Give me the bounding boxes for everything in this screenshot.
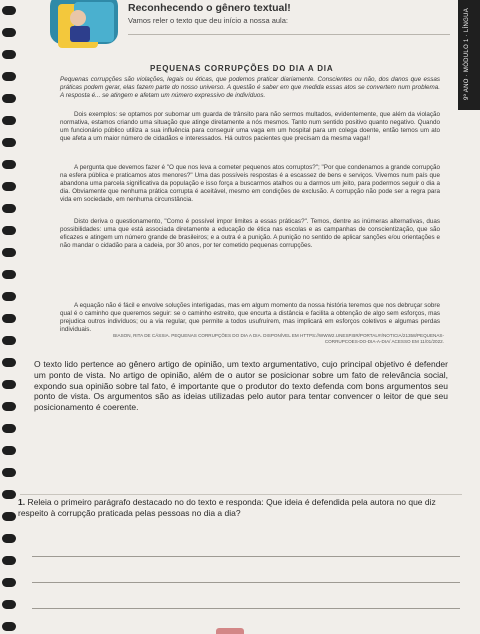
article-title: PEQUENAS CORRUPÇÕES DO DIA A DIA xyxy=(150,64,334,73)
module-side-tab xyxy=(458,0,480,110)
answer-line[interactable] xyxy=(32,556,460,557)
section-title: Reconhecendo o gênero textual! xyxy=(128,2,291,14)
section-instruction: Vamos reler o texto que deu início a nossa aula: xyxy=(128,16,288,25)
spiral-ring xyxy=(2,204,16,213)
spiral-ring xyxy=(2,512,16,521)
page-marker xyxy=(216,628,244,634)
spiral-ring xyxy=(2,248,16,257)
spiral-ring xyxy=(2,116,16,125)
spiral-ring xyxy=(2,424,16,433)
spiral-ring xyxy=(2,336,16,345)
spiral-ring xyxy=(2,28,16,37)
article-paragraph-1: Dois exemplos: se optamos por subornar um guarda de trânsito para não sermos multados, evidentemente, que além da violação normativa, estamos criando uma situação que atinge diretamente a nós mesmos. Tanto num sentido positivo quanto negativo. Quando um funcionário público utiliza a sua influência para conseguir uma vaga em um hospital para um colega doente, então temos um ato que afeta a um maior número de cidadãos e interessados. Há outros pacientes que precisam da mesma vaga!! xyxy=(60,111,440,143)
spiral-ring xyxy=(2,72,16,81)
spiral-ring xyxy=(2,446,16,455)
spiral-ring xyxy=(2,358,16,367)
spiral-ring xyxy=(2,50,16,59)
spiral-ring xyxy=(2,468,16,477)
spiral-ring xyxy=(2,314,16,323)
spiral-binding xyxy=(0,0,22,634)
answer-line[interactable] xyxy=(32,608,460,609)
spiral-ring xyxy=(2,6,16,15)
spiral-ring xyxy=(2,182,16,191)
spiral-ring xyxy=(2,622,16,631)
article-paragraph-2: A pergunta que devemos fazer é "O que nos leva a cometer pequenos atos corruptos?"; "Por que condenamos a grande corrupção na esfera pública e praticamos atos menores?" Uma das possíveis respostas é a escassez de bens e serviços. Vivemos num país que abandona uma parcela significativa da população e isso força a buscarmos atalhos ou a darmos um jeito, para podermos seguir o dia a dia. Obviamente que nenhuma prática corrupta é aceitável, mesmo em condições de exclusão. A corrupção não pode ser a regra para vida em sociedade, em nenhuma circunstância. xyxy=(60,164,440,204)
question-text: Releia o primeiro parágrafo destacado no do texto e responda: Que ideia é defendida pela autora no que diz respeito à corrupção praticada pelas pessoas no dia a dia? xyxy=(18,497,436,518)
spiral-ring xyxy=(2,534,16,543)
article-paragraph-3: Disto deriva o questionamento, "Como é possível impor limites a essas práticas?". Temos, dentre as inúmeras alternativas, duas possibilidades: uma que está associada diretamente a educação de ética nas escolas e as campanhas de conscientização, que são eficazes e atingem um número grande de brasileiros; e a outra é a punição. A punição no sentido de aplicar sanções e/ou orientações e não mandar o cidadão para a cadeia, por 30 anos, por ter cometido pequenas corrupções. xyxy=(60,218,440,250)
spiral-ring xyxy=(2,402,16,411)
spiral-ring xyxy=(2,160,16,169)
spiral-ring xyxy=(2,94,16,103)
spiral-ring xyxy=(2,380,16,389)
answer-line[interactable] xyxy=(32,582,460,583)
article-source: BIASON, RITA DE CÁSSIA. PEQUENAS CORRUPÇÕES DO DIA A DIA. DISPONÍVEL EM HTTPS://WWW2.UNESP.BR/PORTAL#!/NOTICIA/21358/PEQUENAS-CORRUPCOES-DO-DIA-A-DIA/ ACESSO EM 11/01/2022. xyxy=(113,333,444,344)
spiral-ring xyxy=(2,270,16,279)
spiral-ring xyxy=(2,490,16,499)
spiral-ring xyxy=(2,600,16,609)
article-lead: Pequenas corrupções são violações, legais ou éticas, que podemos praticar diariamente. Conscientes ou não, dos danos que essas práticas podem gerar, elas fazem parte do nosso universo. A questão é saber em que medida essas atos se convertem num problema. A resposta é... se atingem e afetam um número expressivo de indivíduos. xyxy=(60,76,440,100)
genre-explanation: O texto lido pertence ao gênero artigo de opinião, um texto argumentativo, cujo principal objetivo é defender um ponto de vista. No artigo de opinião, além de o autor se posicionar sobre um fato de relevância social, expondo sua opinião sobre tal fato, é importante que o produtor do texto defenda com bons argumentos seu ponto de vista. Os argumentos são as ideias utilizadas pelo autor para tentar convencer o leitor de que seu posicionamento é coerente. xyxy=(34,359,448,413)
question-number: 1. xyxy=(18,497,26,507)
spiral-ring xyxy=(2,578,16,587)
spiral-ring xyxy=(2,138,16,147)
spiral-ring xyxy=(2,292,16,301)
spiral-ring xyxy=(2,226,16,235)
article-paragraph-4: A equação não é fácil e envolve soluções interligadas, mas em algum momento da nossa história teremos que nos debruçar sobre qual é o caminho que queremos seguir: se o caminho estreito, que encurta a distância e facilita a obtenção de algo sem esforços, mas prejudica outros indivíduos; ou a via regular, que permite a todos usufruírem, mas implicará em esforços coletivos e algumas perdas individuais. xyxy=(60,302,440,334)
header-divider xyxy=(128,34,450,35)
question-divider xyxy=(20,494,462,495)
spiral-ring xyxy=(2,556,16,565)
question-1 xyxy=(18,497,458,519)
module-label: 9º ANO · MÓDULO 1 · LÍNGUA xyxy=(464,7,470,100)
book-icon xyxy=(44,0,124,52)
